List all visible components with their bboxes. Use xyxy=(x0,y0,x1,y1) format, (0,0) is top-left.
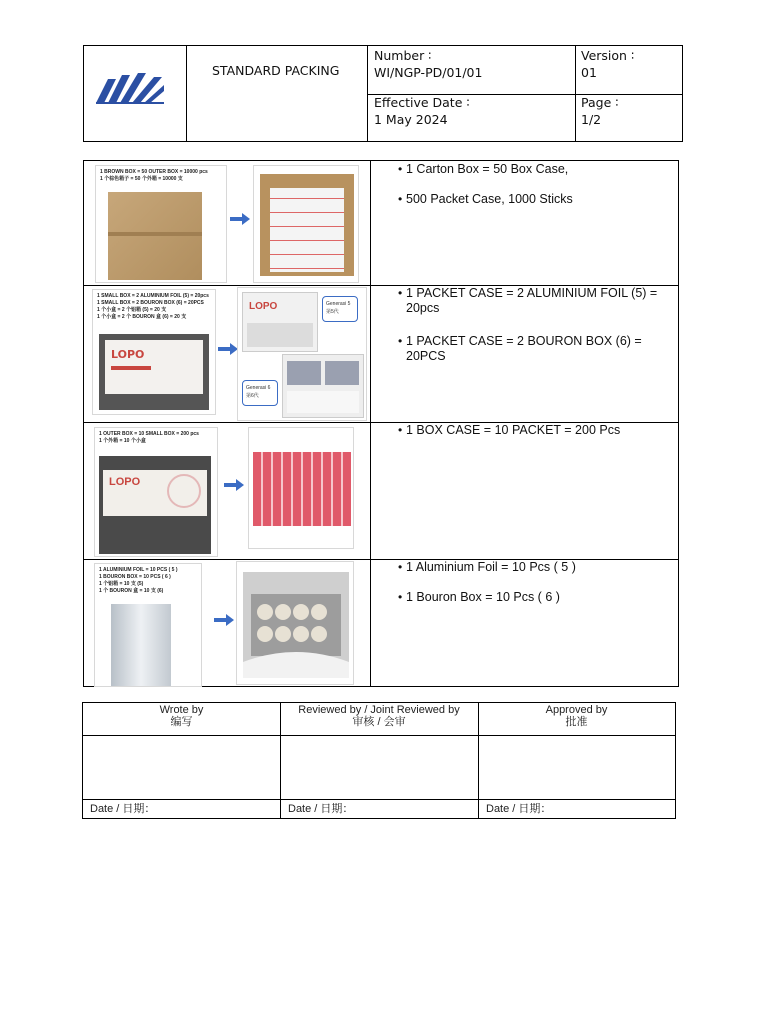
number-value: WI/NGP-PD/01/01 xyxy=(374,65,483,80)
row-2-bullets xyxy=(384,286,674,379)
photo-caption: 1 SMALL BOX = 2 ALUMINIUM FOIL (5) = 20pcs 1 SMALL BOX = 2 BOURON BOX (6) = 20PCS 1 个小盒 = 2 个铝箱 (5) = 20 支 1 个小盒 = 2 个 BOURON 盒 (6) = 20 支 xyxy=(97,293,209,320)
approved-by-label-zh: 批准 xyxy=(565,716,588,728)
approved-by-signature-field[interactable] xyxy=(479,736,675,798)
carton-contents-photo xyxy=(253,165,359,283)
arrow-right-icon xyxy=(230,213,250,225)
bouron-box-pack-image xyxy=(282,354,364,418)
approved-by-date-label: Date / 日期： xyxy=(486,803,552,815)
photo-caption: 1 BROWN BOX = 50 OUTER BOX = 10000 pcs 1 个棕色箱子 = 50 个外箱 = 10000 支 xyxy=(100,169,208,182)
bullet-item: • 500 Packet Case, 1000 Sticks xyxy=(384,192,674,207)
arrow-right-icon xyxy=(214,614,234,626)
wrote-by-header xyxy=(83,703,280,736)
reviewed-by-signature-field[interactable] xyxy=(281,736,477,798)
packing-table xyxy=(83,160,679,687)
stick-ends-image xyxy=(243,572,349,678)
open-carton-image xyxy=(260,174,354,276)
header-divider xyxy=(186,46,187,141)
reviewed-by-date-label: Date / 日期： xyxy=(288,803,354,815)
aluminium-foil-photo xyxy=(94,563,202,687)
brand-logo: LOPO xyxy=(111,348,145,361)
signature-table xyxy=(82,702,676,819)
photo-caption: 1 OUTER BOX = 10 SMALL BOX = 200 pcs 1 个外箱 = 10 个小盒 xyxy=(99,431,199,444)
outer-box-photo xyxy=(94,427,218,557)
generasi-6-callout: Generasi 6 第6代 xyxy=(242,380,278,406)
red-packets-image xyxy=(253,452,351,526)
company-logo xyxy=(94,71,166,105)
bullet-item: • 1 PACKET CASE = 2 ALUMINIUM FOIL (5) = 20pcs xyxy=(384,286,674,316)
brown-box-photo xyxy=(95,165,227,283)
row-divider xyxy=(83,799,675,800)
bullet-item: • 1 Aluminium Foil = 10 Pcs ( 5 ) xyxy=(384,560,674,575)
arrow-right-icon xyxy=(218,343,238,355)
page-label: Page ∶ xyxy=(581,95,619,110)
bullet-item: • 1 BOX CASE = 10 PACKET = 200 Pcs xyxy=(384,423,674,438)
page-value: 1/2 xyxy=(581,112,602,127)
row-3-bullets xyxy=(384,423,674,453)
bullet-item: • 1 Carton Box = 50 Box Case, xyxy=(384,162,674,177)
bullet-item: • 1 Bouron Box = 10 Pcs ( 6 ) xyxy=(384,590,674,605)
wrote-by-label: Wrote by xyxy=(159,704,204,716)
arrow-right-icon xyxy=(224,479,244,491)
reviewed-by-header xyxy=(280,703,478,736)
wrote-by-signature-field[interactable] xyxy=(84,736,280,798)
effective-date-label: Effective Date ∶ xyxy=(374,95,470,110)
reviewed-by-label: Reviewed by / Joint Reviewed by xyxy=(298,704,460,716)
generasi-5-callout: Generasi 5 第5代 xyxy=(322,296,358,322)
packet-case-photo xyxy=(237,287,367,421)
lopo-outer-box-image: LOPO xyxy=(99,456,211,554)
packets-in-box-photo xyxy=(248,427,354,549)
small-box-photo xyxy=(92,289,216,415)
effective-date-value: 1 May 2024 xyxy=(374,112,448,127)
sticks-photo xyxy=(236,561,354,685)
row-1-bullets xyxy=(384,162,674,222)
bullet-item: • 1 PACKET CASE = 2 BOURON BOX (6) = 20PCS xyxy=(384,334,674,364)
approved-by-label: Approved by xyxy=(545,704,608,716)
brown-carton-image xyxy=(108,192,202,280)
photo-caption: 1 ALUMINIUM FOIL = 10 PCS ( 5 ) 1 BOURON BOX = 10 PCS ( 6 ) 1 个铝箱 = 10 支 (5) 1 个 BOURON 盒 = 10 支 (6) xyxy=(99,567,178,594)
row-4-bullets xyxy=(384,560,674,620)
wrote-by-date-label: Date / 日期： xyxy=(90,803,156,815)
column-divider xyxy=(370,161,371,686)
aluminium-foil-pack-image: LOPO xyxy=(242,292,318,352)
lopo-pack-image xyxy=(99,334,209,410)
approved-by-header xyxy=(478,703,675,736)
number-label: Number ∶ xyxy=(374,48,432,63)
document-header xyxy=(83,45,683,142)
foil-pack-image xyxy=(111,604,171,686)
version-label: Version ∶ xyxy=(581,48,635,63)
version-value: 01 xyxy=(581,65,597,80)
document-title: STANDARD PACKING xyxy=(212,63,340,78)
wrote-by-label-zh: 编写 xyxy=(170,716,193,728)
reviewed-by-label-zh: 审核 / 会审 xyxy=(352,716,406,728)
